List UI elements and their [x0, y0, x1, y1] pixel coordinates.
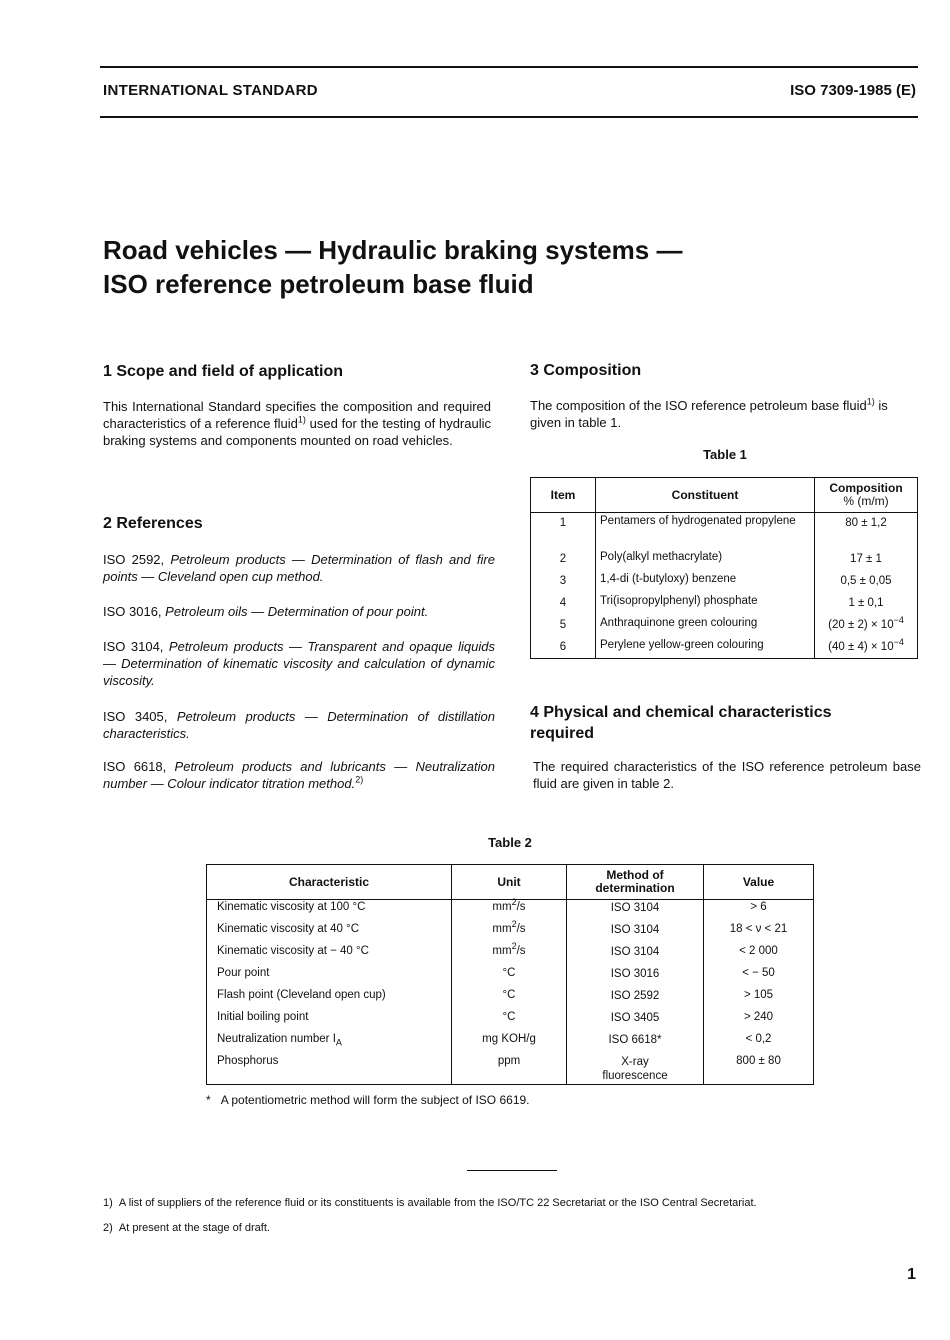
- item-cell: 3: [531, 571, 596, 593]
- unit-text: mm: [492, 945, 512, 957]
- characteristic-cell: [207, 900, 452, 923]
- standard-number: ISO 7309-1985 (E): [790, 82, 916, 99]
- method-cell: [567, 988, 704, 1010]
- table-2-row: [207, 966, 814, 988]
- footnote-rule: [467, 1170, 557, 1171]
- characteristic-cell: [207, 922, 452, 944]
- footnote-1-mark: 1): [103, 1197, 113, 1209]
- footnote-2: [103, 1221, 923, 1235]
- constituent-cell: Pentamers of hydrogenated propylene: [596, 513, 815, 549]
- composition-cell: [815, 637, 918, 659]
- page-number: 1: [907, 1266, 916, 1283]
- table-2-header-method: [567, 865, 704, 900]
- unit-tail: /s: [516, 945, 526, 957]
- item-cell: 1: [531, 513, 596, 549]
- composition-cell: [815, 593, 918, 615]
- characteristic-text: Kinematic viscosity at 40 °C: [217, 923, 360, 935]
- table-2-row: [207, 922, 814, 944]
- section-1-text: [103, 398, 491, 449]
- characteristic-subscript: A: [335, 1037, 342, 1048]
- table-2-header-unit: Unit: [452, 865, 567, 900]
- section-4-heading-line-1: 4 Physical and chemical characteristics: [530, 704, 832, 721]
- value-cell: > 105: [704, 988, 814, 1010]
- value-cell: > 240: [704, 1010, 814, 1032]
- reference-item: [103, 551, 495, 585]
- method-text: ISO 3104: [610, 902, 660, 914]
- table-1-header-item: Item: [531, 478, 596, 513]
- value-cell: 800 ± 80: [704, 1054, 814, 1085]
- unit-text: °C: [502, 1011, 516, 1023]
- value-cell: < 2 000: [704, 944, 814, 966]
- unit-text: mg KOH/g: [482, 1033, 536, 1045]
- method-header-line-1: Method of: [606, 868, 664, 882]
- method-text: ISO 3104: [610, 924, 660, 936]
- characteristic-text: Kinematic viscosity at 100 °C: [217, 901, 366, 913]
- reference-code: ISO 3104,: [103, 639, 164, 654]
- header-bottom-rule: [100, 116, 918, 118]
- section-3-text: [530, 397, 920, 431]
- unit-superscript: 2: [511, 919, 517, 930]
- footnote-2-text: At present at the stage of draft.: [118, 1222, 270, 1234]
- composition-value: (20 ± 2) × 10: [828, 618, 894, 631]
- composition-value: 0,5 ± 0,05: [840, 574, 892, 587]
- table-2-row: [207, 1032, 814, 1054]
- document-type: INTERNATIONAL STANDARD: [103, 82, 318, 99]
- table-2-row: [207, 1010, 814, 1032]
- unit-text: °C: [502, 967, 516, 979]
- table-1-caption: Table 1: [703, 447, 747, 462]
- table-1-row: [531, 549, 918, 571]
- method-cell: [567, 1032, 704, 1054]
- reference-code: ISO 2592,: [103, 552, 165, 567]
- characteristic-cell: [207, 1054, 452, 1085]
- table-2-row: [207, 1054, 814, 1085]
- method-cell: [567, 1054, 704, 1085]
- composition-exponent: −4: [893, 614, 904, 625]
- characteristic-text: Flash point (Cleveland open cup): [217, 989, 386, 1001]
- constituent-cell: Tri(isopropylphenyl) phosphate: [596, 593, 815, 615]
- composition-label: Composition: [829, 481, 903, 495]
- constituent-cell: Perylene yellow-green colouring: [596, 637, 815, 659]
- table-2: [206, 864, 814, 1085]
- table-2-footnote: [206, 1093, 530, 1107]
- page-title: [103, 233, 682, 301]
- characteristic-text: Neutralization number I: [217, 1033, 336, 1045]
- unit-cell: [452, 988, 567, 1010]
- reference-title: Petroleum products — Determination of flash and fire points — Cleveland open cup method.: [103, 552, 495, 584]
- section-4-text: The required characteristics of the ISO reference petroleum base fluid are given in table 2.: [533, 759, 921, 791]
- unit-tail: /s: [516, 901, 526, 913]
- table-1-row: [531, 593, 918, 615]
- characteristic-cell: [207, 1010, 452, 1032]
- reference-code: ISO 3405,: [103, 709, 168, 724]
- table-1: [530, 477, 918, 659]
- method-cell: [567, 1010, 704, 1032]
- characteristic-cell: [207, 944, 452, 966]
- characteristic-cell: [207, 1032, 452, 1054]
- method-cell: [567, 900, 704, 923]
- title-line-1: Road vehicles — Hydraulic braking systems —: [103, 235, 683, 265]
- table-2-row: [207, 988, 814, 1010]
- constituent-cell: 1,4-di (t-butyloxy) benzene: [596, 571, 815, 593]
- table-1-header-composition: [815, 478, 918, 513]
- composition-cell: [815, 513, 918, 549]
- composition-value: 17 ± 1: [850, 552, 882, 565]
- item-cell: 5: [531, 615, 596, 637]
- table-2-header-value: Value: [704, 865, 814, 900]
- method-text: ISO 2592: [610, 990, 660, 1002]
- characteristic-cell: [207, 988, 452, 1010]
- table-2-header-characteristic: Characteristic: [207, 865, 452, 900]
- table-1-row: [531, 615, 918, 637]
- characteristic-text: Kinematic viscosity at − 40 °C: [217, 945, 369, 957]
- unit-cell: [452, 966, 567, 988]
- reference-title: Petroleum products — Transparent and opaque liquids — Determination of kinematic viscosity and calculation of dynamic viscosity.: [103, 639, 495, 688]
- unit-superscript: 2: [511, 941, 517, 952]
- footnote-ref-1: 1): [297, 414, 306, 425]
- unit-tail: /s: [516, 923, 526, 935]
- item-cell: 6: [531, 637, 596, 659]
- table-1-row: [531, 513, 918, 549]
- composition-unit: % (m/m): [843, 494, 889, 508]
- footnote-1-text: A list of suppliers of the reference fluid or its constituents is available from the ISO/TC 22 Secretariat or the ISO Central Secretariat.: [118, 1197, 757, 1209]
- title-line-2: ISO reference petroleum base fluid: [103, 269, 534, 299]
- method-text: ISO 6618*: [608, 1034, 662, 1046]
- reference-item: [103, 603, 495, 620]
- method-text-line-2: fluorescence: [602, 1070, 668, 1082]
- method-text: X-ray: [621, 1056, 649, 1068]
- section-1-text-b: used for the testing of hydraulic braking systems and components mounted on road vehicles.: [103, 416, 491, 448]
- unit-superscript: 2: [511, 897, 517, 908]
- section-4-heading: [530, 702, 832, 744]
- footnote-ref-1b: 1): [866, 396, 875, 407]
- composition-exponent: −4: [893, 636, 904, 647]
- unit-text: mm: [492, 923, 512, 935]
- method-header-line-2: determination: [595, 881, 675, 895]
- section-2-heading: 2 References: [103, 515, 203, 532]
- table-2-row: [207, 900, 814, 923]
- value-cell: > 6: [704, 900, 814, 923]
- method-text: ISO 3104: [610, 946, 660, 958]
- reference-title: Petroleum products and lubricants — Neutralization number — Colour indicator titration method.: [103, 759, 495, 791]
- constituent-cell: Poly(alkyl methacrylate): [596, 549, 815, 571]
- unit-text: ppm: [497, 1055, 521, 1067]
- unit-cell: [452, 919, 567, 944]
- footnote-2-mark: 2): [103, 1222, 113, 1234]
- section-3-text-a: The composition of the ISO reference petroleum base fluid: [530, 398, 867, 413]
- reference-code: ISO 3016,: [103, 604, 162, 619]
- reference-item: [103, 708, 495, 742]
- method-cell: [567, 966, 704, 988]
- section-1-heading: 1 Scope and field of application: [103, 363, 344, 380]
- footnote-ref-2: 2): [355, 774, 364, 785]
- unit-cell: [452, 1032, 567, 1054]
- section-1-text-a: This International Standard specifies the composition and required characteristics of a reference fluid: [103, 399, 491, 431]
- table-2-caption: Table 2: [488, 835, 532, 850]
- table-2-row: [207, 944, 814, 966]
- table-2-footnote-text: A potentiometric method will form the subject of ISO 6619.: [220, 1093, 530, 1107]
- unit-cell: [452, 897, 567, 923]
- characteristic-text: Pour point: [217, 967, 270, 979]
- composition-cell: [815, 549, 918, 571]
- unit-text: °C: [502, 989, 516, 1001]
- footnote-1: [103, 1196, 923, 1210]
- composition-value: 80 ± 1,2: [845, 517, 887, 529]
- table-1-body: [531, 513, 918, 659]
- item-cell: 4: [531, 593, 596, 615]
- characteristic-text: Initial boiling point: [217, 1011, 309, 1023]
- method-text: ISO 3405: [610, 1012, 660, 1024]
- reference-title: Petroleum oils — Determination of pour point.: [165, 604, 429, 619]
- unit-cell: [452, 1010, 567, 1032]
- table-2-footnote-mark: *: [206, 1093, 211, 1107]
- constituent-cell: Anthraquinone green colouring: [596, 615, 815, 637]
- unit-text: mm: [492, 901, 512, 913]
- table-1-header-constituent: Constituent: [596, 478, 815, 513]
- table-1-row: [531, 571, 918, 593]
- reference-code: ISO 6618,: [103, 759, 167, 774]
- reference-title: Petroleum products — Determination of distillation characteristics.: [103, 709, 495, 741]
- unit-cell: [452, 1054, 567, 1085]
- characteristic-cell: [207, 966, 452, 988]
- composition-value: (40 ± 4) × 10: [828, 640, 894, 653]
- value-cell: 18 < ν < 21: [704, 922, 814, 944]
- reference-item: [103, 638, 495, 689]
- composition-cell: [815, 615, 918, 637]
- composition-value: 1 ± 0,1: [848, 596, 884, 609]
- section-3-heading: 3 Composition: [530, 362, 642, 379]
- table-2-body: [207, 897, 814, 1085]
- reference-item: [103, 758, 495, 792]
- method-text: ISO 3016: [610, 968, 660, 980]
- table-1-row: [531, 637, 918, 659]
- characteristic-text: Phosphorus: [217, 1055, 279, 1067]
- composition-cell: [815, 571, 918, 593]
- section-4-heading-line-2: required: [530, 725, 595, 742]
- value-cell: < − 50: [704, 966, 814, 988]
- unit-cell: [452, 941, 567, 966]
- value-cell: < 0,2: [704, 1032, 814, 1054]
- item-cell: 2: [531, 549, 596, 571]
- method-cell: [567, 922, 704, 944]
- header-top-rule: [100, 66, 918, 68]
- section-3-text-b: is given in table 1.: [530, 398, 888, 430]
- method-cell: [567, 944, 704, 966]
